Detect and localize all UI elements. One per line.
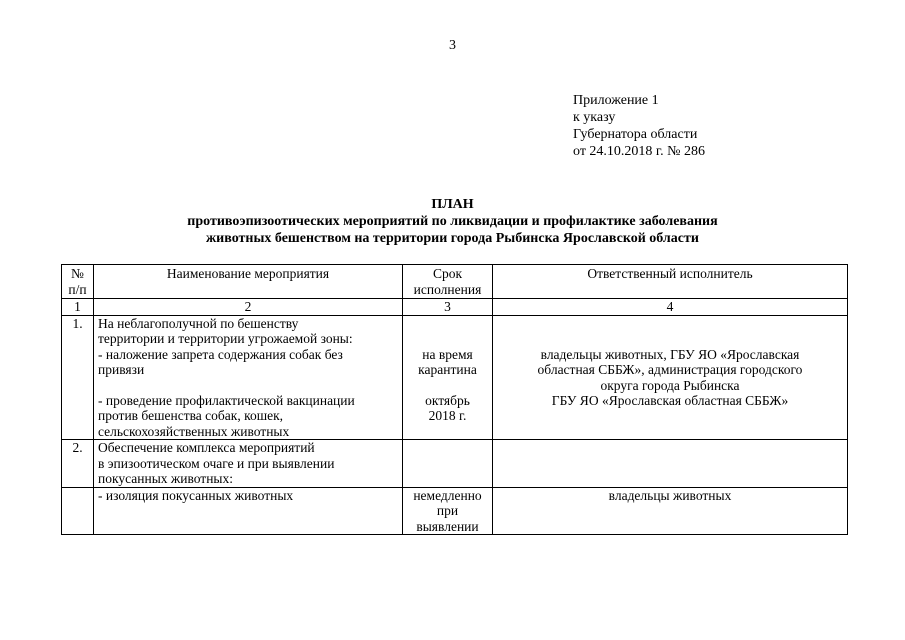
- appendix-line: Приложение 1: [573, 93, 659, 108]
- row-number: [62, 487, 94, 535]
- activity-cell: [94, 440, 403, 488]
- appendix-line: Губернатора области: [573, 127, 698, 142]
- term-cell: [403, 440, 493, 488]
- activity-line: против бешенства собак, кошек,: [98, 408, 284, 423]
- header-term-line: исполнения: [413, 281, 482, 297]
- column-number-row: [62, 299, 848, 316]
- responsible-cell: [493, 315, 848, 440]
- term-line: 2018 г.: [428, 408, 467, 423]
- responsible-line: областная СББЖ», администрация городского: [537, 362, 803, 377]
- title-line: животных бешенством на территории города Рыбинска Ярославской области: [206, 231, 699, 246]
- title-line: противоэпизоотических мероприятий по ликвидации и профилактике заболевания: [187, 214, 718, 229]
- term-line: на время: [422, 346, 473, 362]
- table-row: [62, 315, 848, 440]
- term-line: немедленно: [413, 487, 482, 503]
- term-cell: [403, 315, 493, 440]
- term-line: выявлении: [416, 518, 479, 534]
- row-number: 2.: [62, 440, 94, 488]
- header-term-line: Срок: [432, 266, 463, 281]
- activity-line: территории и территории угрожаемой зоны:: [98, 331, 353, 346]
- responsible-cell: [493, 440, 848, 488]
- activity-line: - наложение запрета содержания собак без: [98, 346, 343, 362]
- header-term: [403, 265, 493, 299]
- term-line: карантина: [418, 362, 477, 377]
- responsible-line: владельцы животных, ГБУ ЯО «Ярославская: [540, 346, 800, 362]
- document-title: [0, 196, 905, 247]
- plan-table: [61, 264, 848, 535]
- header-number-line: №: [71, 266, 84, 281]
- header-responsible: Ответственный исполнитель: [493, 265, 848, 299]
- term-line: при: [436, 503, 459, 518]
- responsible-cell: владельцы животных: [493, 487, 848, 535]
- activity-line: На неблагополучной по бешенству: [98, 315, 299, 331]
- appendix-note: [573, 92, 705, 160]
- activity-cell: - изоляция покусанных животных: [94, 487, 403, 535]
- table-header-row: [62, 265, 848, 299]
- appendix-line: к указу: [573, 110, 616, 125]
- header-number-line: п/п: [68, 281, 87, 297]
- responsible-line: округа города Рыбинска: [600, 377, 740, 393]
- activity-line: - проведение профилактической вакцинации: [98, 392, 355, 408]
- column-number: 1: [62, 299, 94, 316]
- table-row: [62, 487, 848, 535]
- activity-cell: [94, 315, 403, 440]
- column-number: 3: [403, 299, 493, 316]
- activity-line: покусанных животных:: [98, 471, 233, 486]
- header-number: [62, 265, 94, 299]
- header-name: Наименование мероприятия: [94, 265, 403, 299]
- term-cell: [403, 487, 493, 535]
- row-number: 1.: [62, 315, 94, 440]
- column-number: 4: [493, 299, 848, 316]
- appendix-line: от 24.10.2018 г. № 286: [573, 144, 705, 159]
- activity-line: сельскохозяйственных животных: [98, 423, 290, 439]
- responsible-line: ГБУ ЯО «Ярославская областная СББЖ»: [551, 393, 789, 408]
- page-number: 3: [449, 38, 456, 53]
- table-row: [62, 440, 848, 488]
- activity-line: Обеспечение комплекса мероприятий: [98, 440, 315, 455]
- activity-line: в эпизоотическом очаге и при выявлении: [98, 455, 335, 471]
- activity-line: привязи: [98, 362, 145, 377]
- column-number: 2: [94, 299, 403, 316]
- term-line: октябрь: [425, 392, 470, 408]
- title-main: ПЛАН: [431, 197, 474, 212]
